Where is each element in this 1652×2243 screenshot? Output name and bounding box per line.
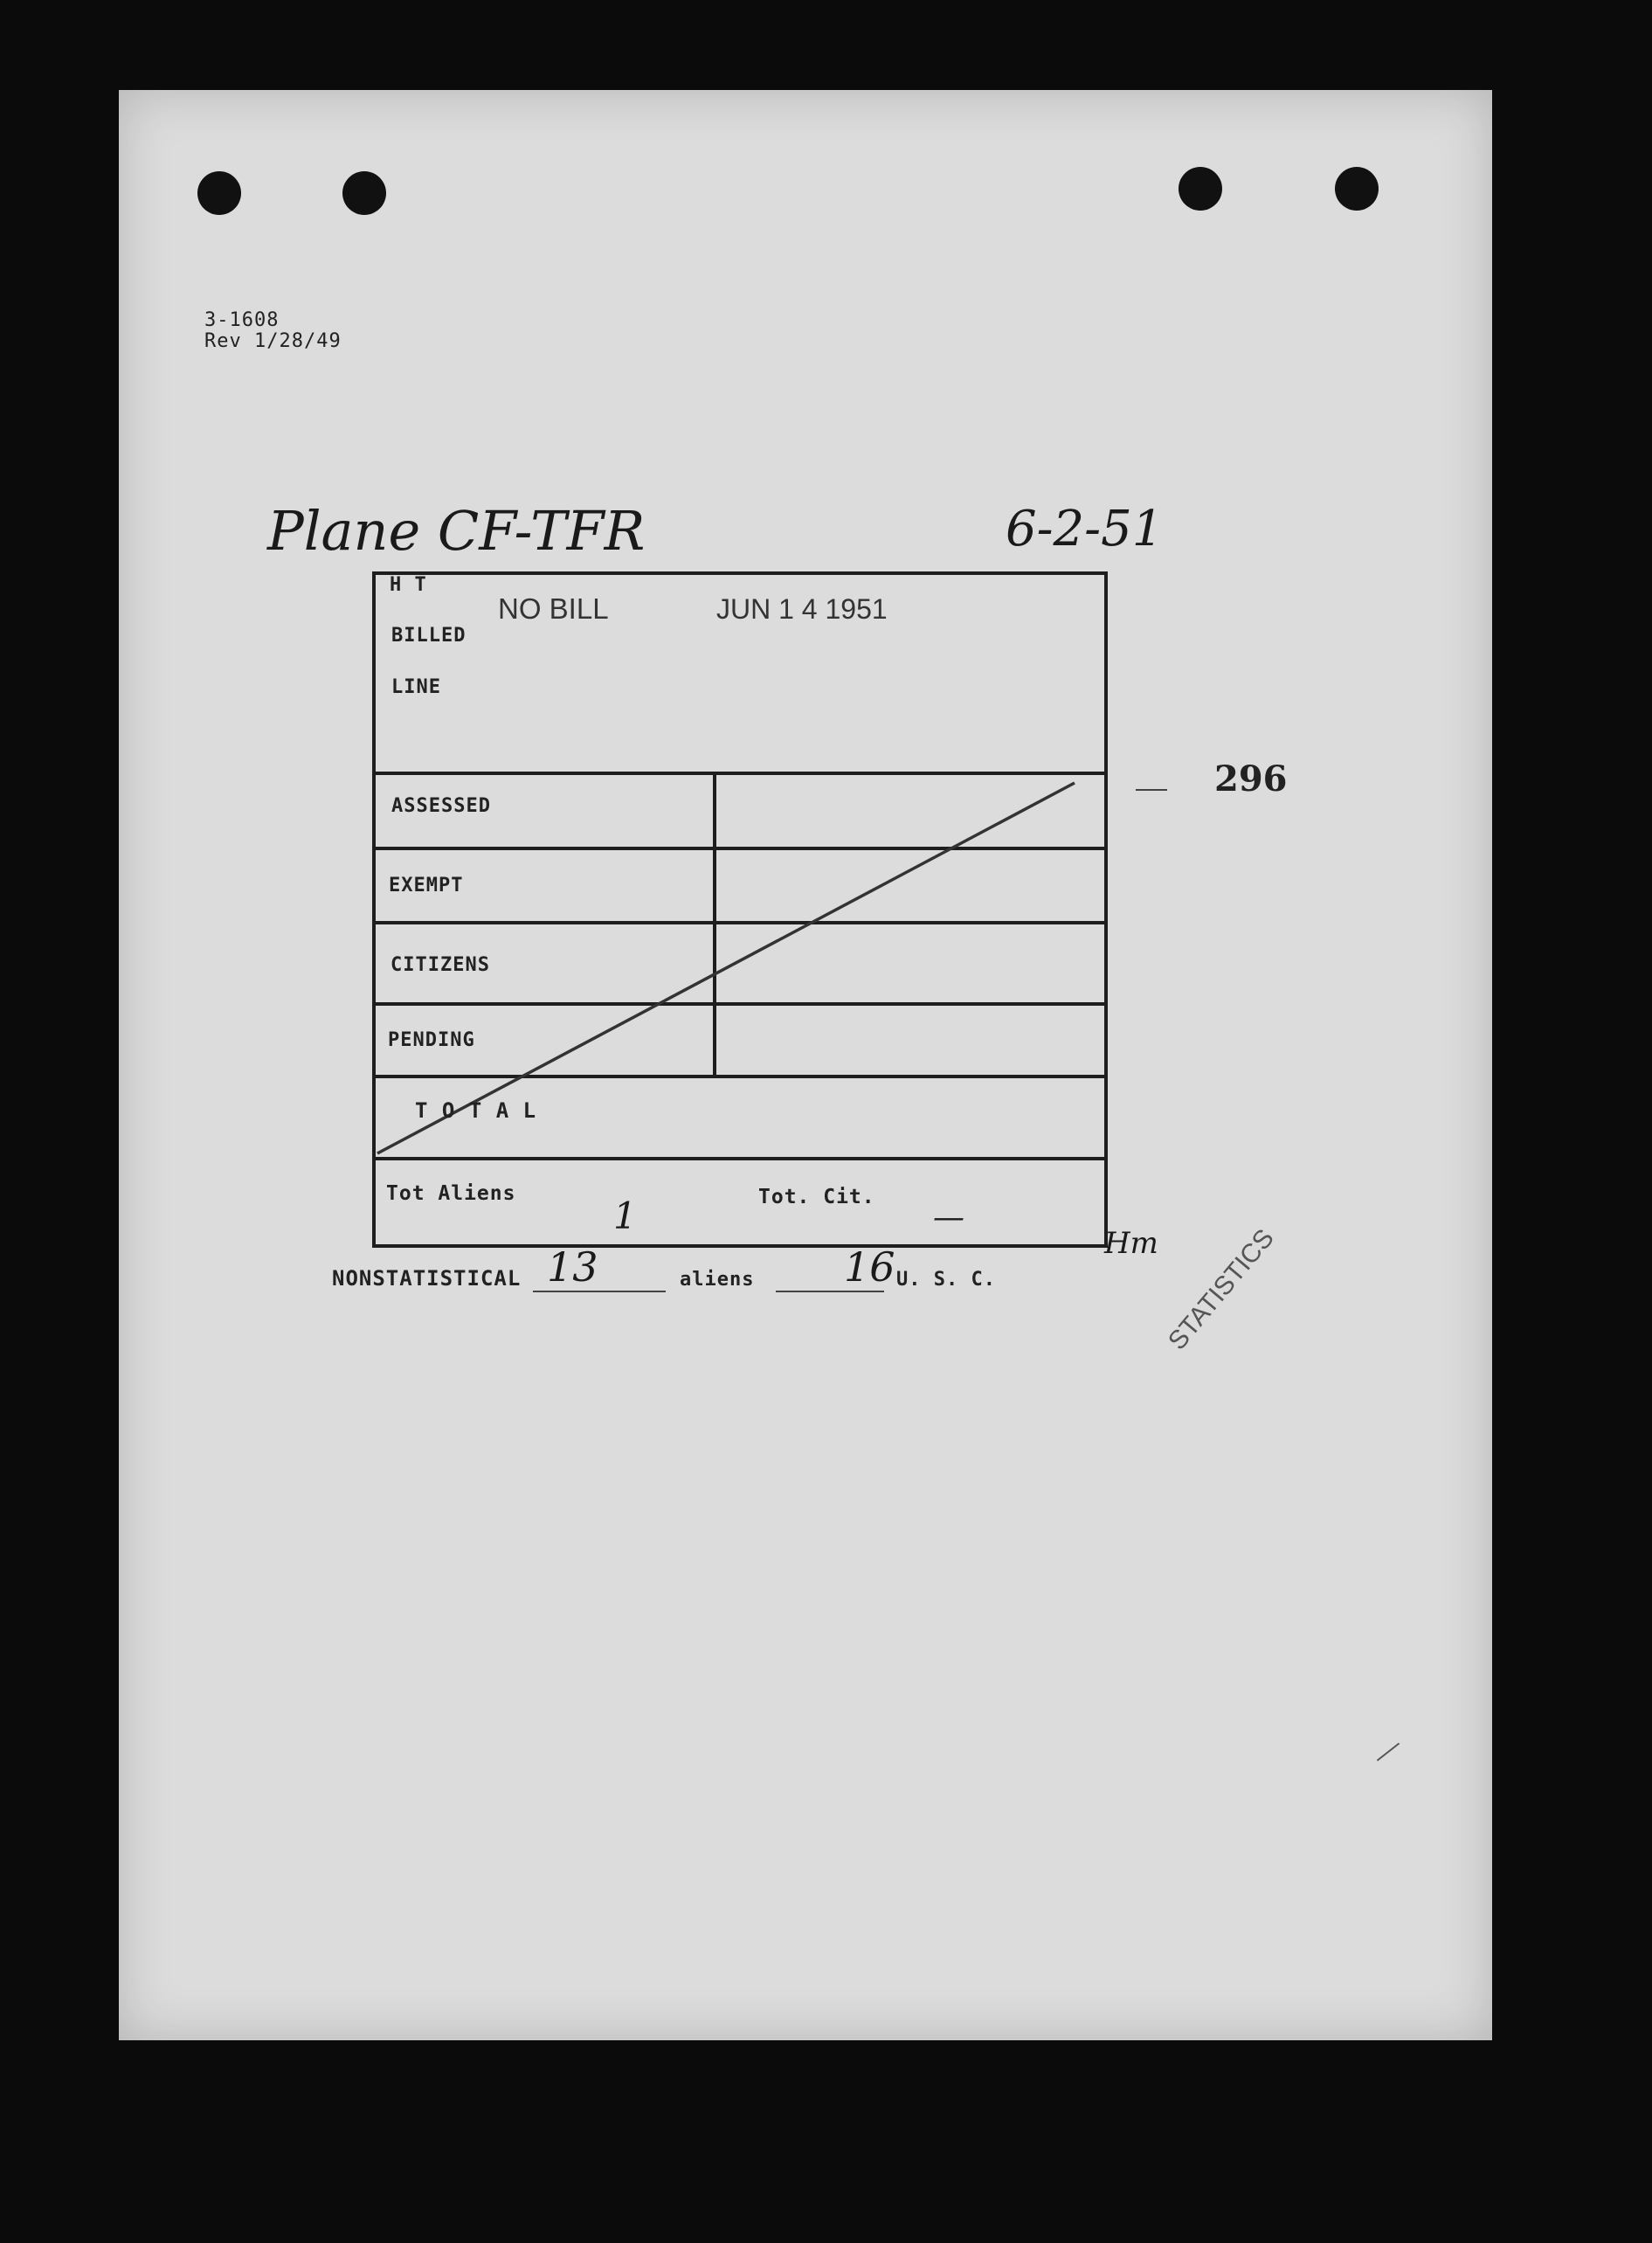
label-line: LINE bbox=[391, 676, 441, 698]
label-billed: BILLED bbox=[391, 625, 467, 647]
underline bbox=[776, 1291, 884, 1292]
form-grid bbox=[119, 90, 1492, 2040]
label-usc: U. S. C. bbox=[896, 1269, 996, 1291]
label-tot-cit: Tot. Cit. bbox=[758, 1186, 875, 1208]
page-number-stamp: 296 bbox=[1214, 758, 1288, 800]
label-total: T O T A L bbox=[415, 1098, 537, 1123]
label-nonstatistical: NONSTATISTICAL bbox=[332, 1266, 522, 1291]
label-ht: H T bbox=[390, 574, 427, 596]
nonstat-usc-value: 16 bbox=[844, 1243, 895, 1291]
label-exempt: EXEMPT bbox=[389, 875, 464, 897]
vessel-name: Plane CF-TFR bbox=[267, 499, 646, 563]
form-number-revision: Rev 1/28/49 bbox=[204, 330, 342, 352]
no-bill-stamp: NO BILL bbox=[498, 592, 609, 625]
nonstat-aliens-value: 13 bbox=[547, 1243, 598, 1291]
statistics-stamp: STATISTICS bbox=[1163, 1223, 1280, 1356]
underline bbox=[533, 1291, 666, 1292]
label-aliens: aliens bbox=[680, 1269, 755, 1291]
date-stamp: JUN 1 4 1951 bbox=[716, 593, 888, 625]
label-pending: PENDING bbox=[388, 1029, 475, 1051]
label-tot-aliens: Tot Aliens bbox=[386, 1182, 516, 1205]
initials: Hm bbox=[1104, 1226, 1158, 1261]
tot-aliens-value: 1 bbox=[613, 1194, 637, 1237]
label-citizens: CITIZENS bbox=[391, 954, 490, 976]
tot-cit-value: — bbox=[933, 1200, 964, 1236]
form-number-code: 3-1608 bbox=[204, 309, 280, 331]
document-page bbox=[119, 90, 1492, 2040]
handwritten-date: 6-2-51 bbox=[1006, 501, 1164, 557]
label-assessed: ASSESSED bbox=[391, 795, 491, 817]
